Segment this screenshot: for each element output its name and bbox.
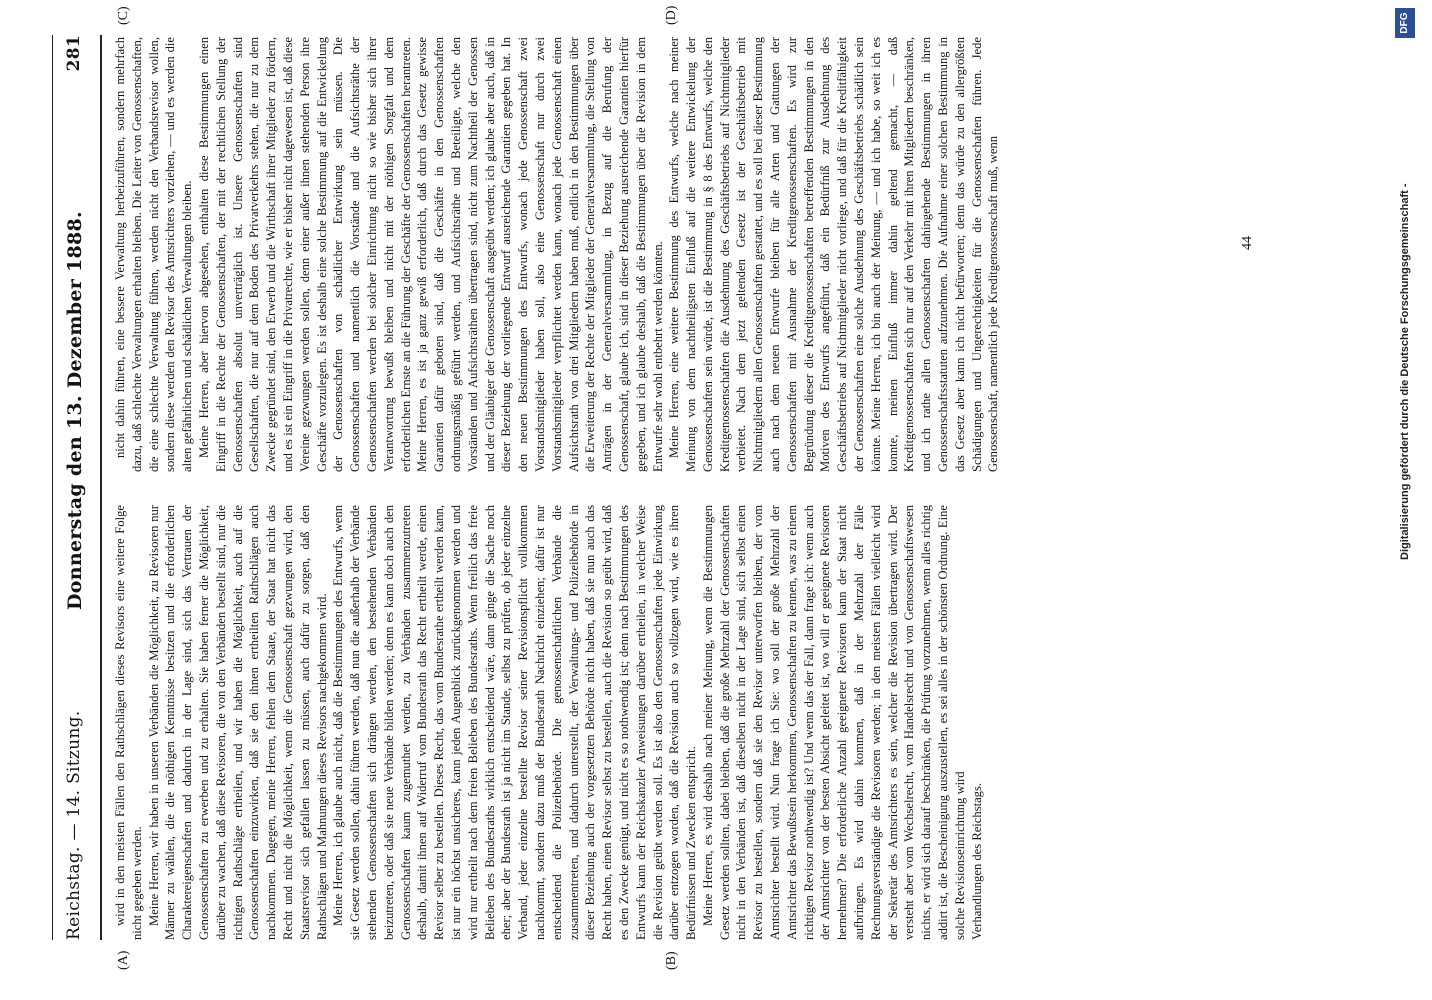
paragraph: Meine Herren, es wird deshalb nach meiner Meinung, wenn die Bestimmungen Gesetz werden sollten, dabei bleiben, daß die große Mehrzahl der Genossenschaften nicht in den Verbänden ist, daß dieselben nicht in der Lage sind, sich selbst einen Revisor zu bestellen, sondern daß sie den Revisor unterworfen bleiben, der vom Amtsrichter bestellt wird. Nun frage ich Sie: wo soll der große Mehrzahl der Amtsrichter das Bewußtsein herkommen, Genossenschaften zu kennen, was zu einem richtigen Revisor nothwendig ist? Und wenn das der Fall, dann frage ich: wenn auch der Amtsrichter von der besten Absicht geleitet ist, wo will er geeignete Revisoren hernehmen? Die erforderliche Anzahl geeigneter Revisoren kann der Staat nicht aufbringen. Es wird dahin kommen, daß in der Mehrzahl der Fälle Rechnungsverständige die Revisoren werden; in den meisten Fällen vielleicht wird der Sekretär des Amtsrichters es sein, welcher die Revision übertragen wird. Der versteht aber vom Wechselrecht, vom Handelsrecht und von Genossenschaftswesen nichts, er wird sich darauf beschränken, die Prüfung vorzunehmen, wenn alles richtig addirt ist, die Bescheinigung auszustellen, es sei alles in der schönsten Ordnung. Eine solche Revisionseinrichtung wird — [700, 505, 967, 940]
running-head — [58, 35, 94, 940]
sheet-number: 44 — [1240, 236, 1255, 250]
text-column-left — [112, 505, 1232, 940]
paragraph: Meine Herren, aber hiervon abgesehen, enthalten diese Bestimmungen einen Eingriff in die Rechte der Genossenschaften, der mit der rechtlichen Stellung der Genossenschaften absolut unverträglich ist. Unsere Genossenschaften sind Gesellschaften, die nur auf dem Boden des Privatverkehrs stehen, die nur zu dem Zwecke gegründet sind, den Erwerb und die Wirthschaft ihrer Mitglieder zu fördern, und es ist ein Eingriff in die Privatrechte, wie er bisher nicht dagewesen ist, daß diese Vereine gezwungen werden sollen, denn einer außer ihnen stehenden Person ihre Geschäfte vorzulegen. Es ist deshalb eine solche Bestimmung auf die Entwickelung der Genossenschaften von schädlicher Entwirkung sein müssen. Die Genossenschaften und namentlich die Vorstände und die Aufsichtsräthe der Genossenschaften werden bei solcher Einrichtung nicht so wie bisher sich ihrer Verantwortung bewußt bleiben und nicht mit der nöthigen Sorgfalt und dem erforderlichen Ernste an die Führung der Geschäfte der Genossenschaften herantreten. Meine Herren, es ist ja ganz gewiß erforderlich, daß durch das Gesetz gewisse Garantien dafür geboten sind, daß die Geschäfte in den Genossenschaften ordnungsmäßig geführt werden, und Aufsichtsräthe und Beteiligte, welche den Vorständen und Aufsichtsräthen übertragen sind, nicht zum Nachtheil der Genossen und der Gläubiger der Genossenschaft ausgeübt werden; ich glaube aber auch, daß in dieser Beziehung der vorliegende Entwurf ausreichende Garantien gegeben hat. In den neuen Bestimmungen des Entwurfs, wonach jede Genossenschaft zwei Vorstandsmitglieder haben soll, also eine Genossenschaft nur durch zwei Vorstandsmitglieder verpflichtet werden kann, wonach jede Genossenschaft einen Aufsichtsrath von drei Mitgliedern haben muß, endlich in den Bestimmungen über die Erweiterung der Rechte der Mitglieder der Generalversammlung, die Stellung von Anträgen in der Generalversammlung, in Bezug auf die Berufung der Genossenschaft, glaube ich, sind in dieser Beziehung ausreichende Garantien hierfür gegeben, und ich glaube deshalb, daß die Bestimmungen über die Revision in dem Entwurfe sehr wohl entbehrt werden könnten. — [196, 37, 665, 472]
paragraph: Meine Herren, ich glaube auch nicht, daß die Bestimmungen des Entwurfs, wenn sie Gesetz werden sollen, dahin führen werden, daß nun die außerhalb der Verbände stehenden Genossenschaften sich drängen werden, den bestehenden Verbänden beizutreten, oder daß sie neue Verbände bilden werden; denn es kann doch auch den Genossenschaften kaum zugemuthet werden, zu Verbänden zusammenzutreten deshalb, damit ihnen auf Widerruf vom Bundesrath das Recht ertheilt werde, einen Revisor selber zu bestellen. Dieses Recht, das vom Bundesrathe ertheilt werden kann, ist nur ein höchst unsicheres, kann jeden Augenblick zurückgenommen werden und wird nur ertheilt nach dem freien Belieben des Bundesraths. Wenn freilich das freie Belieben des Bundesraths wirklich entscheidend wäre, dann ginge die Sache noch eher; aber der Bundesrath ist ja nicht im Stande, selbst zu prüfen, ob jeder einzelne Verband, jeder einzelne bestellte Revisor seiner Revisionspflicht vollkommen nachkommt, sondern dazu muß der Bundesrath Nachricht einziehen; dafür ist nur entscheidend die Polizeibehörde. Die genossenschaftlichen Verbände die zusammentreten, und dadurch unterstellt, der Verwaltungs- und Polizeibehörde in dieser Beziehung auch der vorgesetzten Behörde nicht haben, daß sie nun auch das Recht haben, einen Revisor selbst zu bestellen, auch die Revision so geübt wird, daß es den Zwecke genügt, und nicht es so nothwendig ist; denn nach Bestimmungen des Entwurfs kann der Reichskanzler Anweisungen darüber ertheilen, in welcher Weise die Revision geübt werden soll. Es ist also den Genossenschaften jede Einwirkung darüber entzogen worden, daß die Revision auch so vollzogen wird, wie es ihren Bedürfnissen und Zwecken entspricht. — [331, 505, 699, 940]
margin-letter-c: (C) — [116, 6, 131, 25]
page-number: 281 — [64, 35, 84, 72]
paragraph: wird in den meisten Fällen den Rathschlägen dieses Revisors eine weitere Folge nicht gegeben werden. — [113, 505, 144, 940]
header-rule-top — [52, 35, 53, 940]
paragraph: Meine Herren, wir haben in unseren Verbänden die Möglichkeit, zu Revisoren nur Männer zu wählen, die die nöthigen Kenntnisse besitzen und die erforderlichen Charaktereigenschaften und dadurch in der Lage sind, sich das Vertrauen der Genossenschaften zu erwerben und zu erhalten. Sie haben ferner die Möglichkeit, darüber zu wachen, daß diese Revisoren, die von den Verbänden bestellt sind, nur die richtigen Rathschläge ertheilen, und wir haben die Möglichkeit, auch auf die Genossenschaften einzuwirken, daß sie den ihnen ertheilten Rathschlägen auch nachkommen. Dagegen, meine Herren, fehlen dem Staate, der Staat hat nicht das Recht und nicht die Möglichkeit, wenn die Genossenschaft gezwungen wird, den Staatsrevisor sich gefallen lassen zu müssen, auch dafür zu sorgen, daß den Rathschlägen und Mahnungen dieses Revisors nachgekommen wird. — [146, 505, 329, 940]
margin-letter-d: (D) — [664, 5, 679, 25]
dfg-logo: DFG — [1395, 8, 1415, 38]
running-head-left: Reichstag. — 14. Sitzung. — [64, 710, 84, 940]
margin-letter-a: (A) — [116, 950, 131, 970]
running-head-date: Donnerstag den 13. Dezember 1888. — [64, 211, 86, 610]
header-rule-bottom — [100, 35, 102, 940]
credit-text: Digitalisierung gefördert durch die Deutsche Forschungsgemeinschaft - — [1399, 183, 1411, 560]
paragraph: nicht dahin führen, eine bessere Verwaltung herbeizuführen, sondern mehrfach dazu, daß schlechte Verwaltungen erhalten bleiben. Die Leiter von Genossenschaften, die eine schlechte Verwaltung führen, werden nicht den Verbandsrevisor wollen, sondern diese werden den Revisor des Amtsrichters vorziehen, — und es werden die alten gefährlichen und schädlichen Verwaltungen bleiben. — [113, 37, 195, 472]
footer-signature: Verhandlungen des Reichstags. — [969, 782, 984, 940]
paragraph: Meine Herren, eine weitere Bestimmung des Entwurfs, welche nach meiner Meinung von dem nachtheiligsten Einfluß auf die weitere Entwickelung der Genossenschaften sein würde, ist die Bestimmung in § 8 des Entwurfs, welche den Kreditgenossenschaften die Ausdehnung des Geschäftsbetriebs auf Nichtmitglieder verbietet. Nach dem jetzt geltenden Gesetz ist der Geschäftsbetrieb mit Nichtmitgliedern allen Genossenschaften gestattet, und es soll bei dieser Bestimmung auch nach dem neuen Entwurfe bleiben für alle Arten und Gattungen der Genossenschaften mit Ausnahme der Kreditgenossenschaften. Es wird zur Begründung dieser die Kreditgenossenschaften betreffenden Bestimmungen in den Motiven des Entwurfs angeführt, daß ein Bedürfniß zur Ausdehnung des Geschäftsbetriebs auf Nichtmitglieder nicht vorliege, und daß für die Kreditfähigkeit der Genossenschaften eine solche Ausdehnung des Geschäftsbetriebs schädlich sein könnte. Meine Herren, ich bin auch der Meinung, — und ich habe, so weit ich es konnte, meinen Einfluß immer dahin geltend gemacht, — daß Kreditgenossenschaften sich nur auf den Verkehr mit ihren Mitgliedern beschränken, und ich rathe allen Genossenschaften dahingehende Bestimmungen in ihren Genossenschaftsstatuten aufzunehmen. Die Aufnahme einer solchen Bestimmung in das Gesetz aber kann ich nicht befürworten; denn das würde zu den allergrößten Schädigungen und Ungerechtigkeiten für die Genossenschaften führen. Jede Genossenschaft, namentlich jede Kreditgenossenschaft muß, wenn — [667, 37, 1001, 472]
text-column-right — [112, 37, 1232, 472]
margin-letter-b: (B) — [664, 951, 679, 970]
